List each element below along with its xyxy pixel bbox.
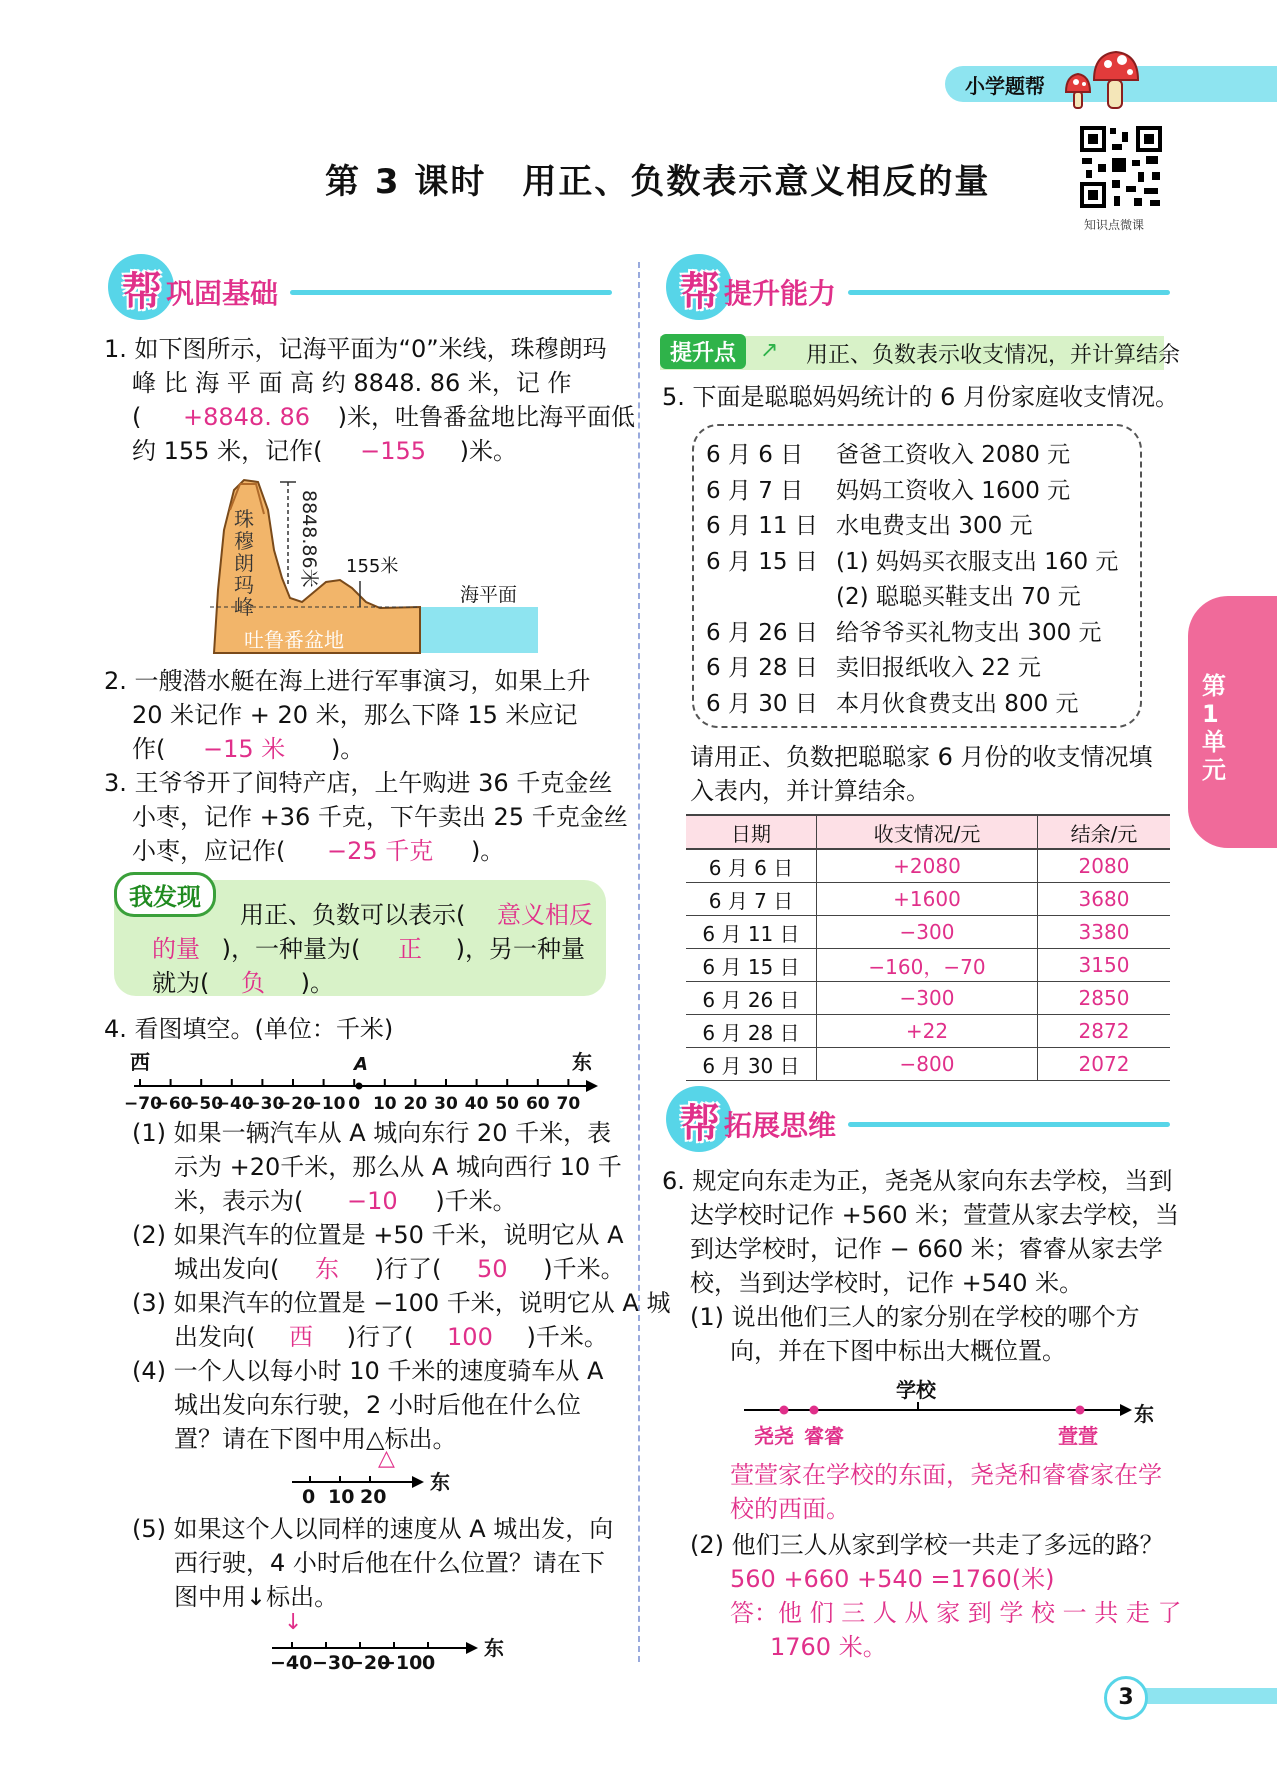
ledger-date: 6 月 28 日 xyxy=(706,655,818,681)
q6-l3: 到达学校时，记作 − 660 米；睿睿从家去学 xyxy=(690,1235,1163,1263)
th-date: 日期 xyxy=(686,815,817,849)
cell-amount[interactable]: −300 xyxy=(817,982,1038,1015)
fig-sea-label: 海平面 xyxy=(460,584,518,606)
q4-west: 西 xyxy=(130,1050,150,1074)
fig-height-label: 8848.86米 xyxy=(298,490,320,588)
q1-line3-rest: )米，吐鲁番盆地比海平面低 xyxy=(337,403,636,431)
q6-p2-l1: (2) 他们三人从家到学校一共走了多远的路？ xyxy=(690,1531,1164,1559)
q4-p2-l2 xyxy=(174,1252,625,1286)
cell-date: 6 月 15 日 xyxy=(686,949,817,982)
q6-answer-1a[interactable]: 萱萱家在学校的东面，尧尧和睿睿家在学 xyxy=(730,1461,1162,1489)
q4-answer-1[interactable]: −10 xyxy=(347,1187,398,1215)
th-balance: 结余/元 xyxy=(1038,815,1171,849)
q4-p4-l1: (4) 一个人以每小时 10 千米的速度骑车从 A xyxy=(132,1357,604,1385)
cell-date: 6 月 28 日 xyxy=(686,1015,817,1048)
q3-answer[interactable]: −25 千克 xyxy=(327,837,434,865)
ledger-date: 6 月 7 日 xyxy=(706,477,804,504)
q4-tick-label: −20 xyxy=(277,1094,315,1114)
fig-basin-label: 吐鲁番盆地 xyxy=(244,628,344,652)
q4-tick-label: −10 xyxy=(307,1094,346,1114)
section-title: 提升能力 xyxy=(724,277,837,310)
q6-number-line xyxy=(742,1400,1132,1420)
q4-point-a: A xyxy=(354,1054,368,1075)
cell-balance[interactable]: 3680 xyxy=(1038,883,1171,916)
q6-l1: 6. 规定向东走为正，尧尧从家向东去学校，当到 xyxy=(662,1167,1173,1195)
q4-tick-label: 10 xyxy=(372,1094,397,1114)
p4-tick-0: 0 xyxy=(302,1486,316,1508)
ledger-date: 6 月 30 日 xyxy=(706,690,818,717)
q4-tick-label: −60 xyxy=(154,1094,193,1114)
q6-answer-1b[interactable]: 校的西面。 xyxy=(730,1495,850,1523)
q5-ask-2: 入表内，并计算结余。 xyxy=(690,777,930,805)
q4-tick-label: 70 xyxy=(556,1094,581,1114)
table-header-row xyxy=(686,815,1170,849)
q2-line2: 20 米记作 + 20 米，那么下降 15 米应记 xyxy=(132,701,578,729)
cell-date: 6 月 11 日 xyxy=(686,916,817,949)
q4-tick-label: −70 xyxy=(124,1094,162,1114)
q4-p5-l3: 图中用↓标出。 xyxy=(174,1583,339,1611)
q4-stem: 4. 看图填空。(单位：千米) xyxy=(104,1015,394,1043)
paren-open: ( xyxy=(132,403,142,431)
cell-amount[interactable]: +1600 xyxy=(817,883,1038,916)
q4-p2-l2-a: 城出发向( xyxy=(174,1255,280,1283)
p4-tick-10: 10 xyxy=(328,1486,355,1508)
q4-p3-l1: (3) 如果汽车的位置是 −100 千米，说明它从 A 城 xyxy=(132,1289,671,1317)
ledger-item: 给爷爷买礼物支出 300 元 xyxy=(836,619,1102,646)
q3-line3 xyxy=(132,834,504,868)
q6-east: 东 xyxy=(1134,1402,1154,1426)
fig-peak-label: 珠穆朗玛峰 xyxy=(234,507,254,619)
q6-p1-l2: 向，并在下图中标出大概位置。 xyxy=(730,1337,1066,1365)
p5-tick-m30: −30 xyxy=(312,1652,355,1674)
q6-p1-l1: (1) 说出他们三人的家分别在学校的哪个方 xyxy=(690,1303,1140,1331)
cell-date: 6 月 30 日 xyxy=(686,1048,817,1081)
cell-amount[interactable]: −160，−70 xyxy=(817,949,1038,982)
section-bang: 帮 xyxy=(122,269,162,315)
p4-east: 东 xyxy=(430,1470,450,1494)
ledger-box xyxy=(692,424,1142,728)
q6-answer-2c[interactable]: 1760 米。 xyxy=(770,1633,887,1661)
cell-amount[interactable]: −300 xyxy=(817,916,1038,949)
balance-table xyxy=(686,814,1170,1081)
th-amount: 收支情况/元 xyxy=(817,815,1038,849)
p5-tick-0: 0 xyxy=(422,1652,436,1674)
brand-name: 小学题帮 xyxy=(965,74,1045,98)
cell-balance[interactable]: 2080 xyxy=(1038,849,1171,883)
section-title: 巩固基础 xyxy=(166,277,279,310)
qr-code-icon[interactable] xyxy=(1078,124,1164,210)
q4-p5-l1: (5) 如果这个人以同样的速度从 A 城出发，向 xyxy=(132,1515,614,1543)
cell-balance[interactable]: 3150 xyxy=(1038,949,1171,982)
q1-answer-2[interactable]: −155 xyxy=(360,437,426,465)
section-line xyxy=(848,290,1170,295)
q4-p1-l3 xyxy=(174,1184,517,1218)
ledger-date: 6 月 15 日 xyxy=(706,548,818,575)
q4-p1-l3-end: )千米。 xyxy=(435,1187,517,1215)
q4-p2-l2-c: )千米。 xyxy=(543,1255,625,1283)
down-arrow-mark[interactable]: ↓ xyxy=(284,1610,303,1635)
p4-tick-20: 20 xyxy=(360,1486,387,1508)
discover-l2-end: )，另一种量 xyxy=(455,935,586,963)
point-arrow-icon: ↗ xyxy=(760,338,779,363)
fig-depth-label: 155米 xyxy=(346,556,399,577)
cell-balance[interactable]: 3380 xyxy=(1038,916,1171,949)
name-rui[interactable]: 睿睿 xyxy=(804,1424,844,1448)
point-badge: 提升点 xyxy=(660,334,746,369)
q1-line2: 峰 比 海 平 面 高 约 8848. 86 米，记 作 xyxy=(132,369,572,397)
cell-amount[interactable]: +22 xyxy=(817,1015,1038,1048)
mushroom-icon xyxy=(1060,44,1140,114)
discover-l1-text: 用正、负数可以表示( xyxy=(240,901,466,929)
q4-p5-l2: 西行驶，4 小时后他在什么位置？请在下 xyxy=(174,1549,605,1577)
discover-answer-1b[interactable]: 的量 xyxy=(152,935,200,963)
table-row xyxy=(686,916,1170,949)
q4-tick-label: −30 xyxy=(246,1094,285,1114)
q6-l2: 达学校时记作 +560 米；萱萱从家去学校，当 xyxy=(690,1201,1180,1229)
q5-ask-1: 请用正、负数把聪聪家 6 月份的收支情况填 xyxy=(690,743,1153,771)
q4-p1-l3-start: 米，表示为( xyxy=(174,1187,304,1215)
q4-p1-l2: 示为 +20千米，那么从 A 城向西行 10 千 xyxy=(174,1153,622,1181)
discover-l3-end: )。 xyxy=(300,969,335,997)
table-row xyxy=(686,849,1170,883)
q1-line4-start: 约 155 米，记作( xyxy=(132,437,323,465)
q1-line4 xyxy=(132,434,517,468)
q6-answer-2b[interactable]: 答：他 们 三 人 从 家 到 学 校 一 共 走 了 xyxy=(730,1599,1182,1627)
discover-answer-2[interactable]: 正 xyxy=(398,935,423,963)
section-title: 拓展思维 xyxy=(724,1109,837,1142)
q4-tick-label: −50 xyxy=(185,1094,224,1114)
ledger-item: (1) 妈妈买衣服支出 160 元 xyxy=(836,548,1119,575)
q4-tick-label: 30 xyxy=(434,1094,458,1114)
ledger-item: 妈妈工资收入 1600 元 xyxy=(836,477,1071,504)
column-divider xyxy=(638,262,640,1662)
ledger-date: 6 月 6 日 xyxy=(706,442,804,468)
cell-balance[interactable]: 2872 xyxy=(1038,1015,1171,1048)
cell-date: 6 月 7 日 xyxy=(686,883,817,916)
table-row xyxy=(686,982,1170,1015)
qr-caption: 知识点微课 xyxy=(1084,218,1145,232)
section-extend xyxy=(666,1086,1171,1156)
cell-date: 6 月 6 日 xyxy=(686,849,817,883)
ledger-date: 6 月 26 日 xyxy=(706,619,818,646)
q4-p1-l1: (1) 如果一辆汽车从 A 城向东行 20 千米，表 xyxy=(132,1119,612,1147)
q4-p3-l2-c: )千米。 xyxy=(526,1323,608,1351)
q1-answer-1[interactable]: +8848. 86 xyxy=(183,403,310,431)
section-basic xyxy=(108,254,613,324)
ledger-item: 本月伙食费支出 800 元 xyxy=(836,690,1079,717)
name-yao[interactable]: 尧尧 xyxy=(754,1424,794,1448)
q4-tick-label: 40 xyxy=(464,1094,489,1114)
cell-balance[interactable]: 2850 xyxy=(1038,982,1171,1015)
discover-l3-text: 就为( xyxy=(152,969,210,997)
ledger-item: 爸爸工资收入 2080 元 xyxy=(836,442,1071,468)
ledger-item: 水电费支出 300 元 xyxy=(836,513,1033,539)
p5-tick-m10: −10 xyxy=(380,1652,423,1674)
q4-p4-l2: 城出发向东行驶，2 小时后他在什么位 xyxy=(174,1391,581,1419)
q4-east: 东 xyxy=(572,1050,592,1074)
table-row xyxy=(686,949,1170,982)
cell-date: 6 月 26 日 xyxy=(686,982,817,1015)
discover-answer-1[interactable]: 意义相反 xyxy=(497,901,594,929)
school-label: 学校 xyxy=(896,1378,936,1402)
q2-answer[interactable]: −15 米 xyxy=(203,735,286,763)
q4-p3-l2-a: 出发向( xyxy=(174,1323,256,1351)
page-number: 3 xyxy=(1104,1676,1148,1720)
unit-side-tab-label: 第1单元 xyxy=(1202,672,1226,784)
q6-l4: 校，当到达学校时，记作 +540 米。 xyxy=(690,1269,1084,1297)
q6-answer-2a[interactable]: 560 +660 +540 =1760(米) xyxy=(730,1565,1055,1593)
q2-line3 xyxy=(132,732,364,766)
q4-tick-label: 20 xyxy=(403,1094,428,1114)
discover-line3 xyxy=(152,966,334,1000)
point-text: 用正、负数表示收支情况，并计算结余 xyxy=(806,343,1181,368)
p5-tick-m40: −40 xyxy=(270,1652,313,1674)
discover-l2-text: )，一种量为( xyxy=(221,935,361,963)
cell-amount[interactable]: +2080 xyxy=(817,849,1038,883)
q4-tick-label: 60 xyxy=(525,1094,550,1114)
q4-answer-2b[interactable]: 50 xyxy=(477,1255,508,1283)
q1-line3 xyxy=(132,400,635,434)
cell-balance[interactable]: 2072 xyxy=(1038,1048,1171,1081)
p5-east: 东 xyxy=(484,1636,504,1660)
q5-stem: 5. 下面是聪聪妈妈统计的 6 月份家庭收支情况。 xyxy=(662,383,1180,411)
q3-line2: 小枣，记作 +36 千克，下午卖出 25 千克金丝 xyxy=(132,803,628,831)
section-improve xyxy=(666,254,1171,324)
section-line xyxy=(290,290,612,295)
q3-line1: 3. 王爷爷开了间特产店，上午购进 36 千克金丝 xyxy=(104,769,613,797)
discover-answer-3[interactable]: 负 xyxy=(241,969,266,997)
ledger-date: 6 月 11 日 xyxy=(706,513,818,539)
section-bang: 帮 xyxy=(680,269,720,315)
q1-line4-end: )米。 xyxy=(459,437,518,465)
q2-line3-end: )。 xyxy=(330,735,365,763)
ledger-item: 卖旧报纸收入 22 元 xyxy=(836,655,1041,681)
table-row xyxy=(686,883,1170,916)
p5-tick-m20: −20 xyxy=(348,1652,391,1674)
table-row xyxy=(686,1015,1170,1048)
triangle-mark[interactable]: △ xyxy=(378,1446,395,1471)
section-bang: 帮 xyxy=(680,1101,720,1147)
q4-tick-label: 50 xyxy=(495,1094,520,1114)
q3-line3-start: 小枣，应记作( xyxy=(132,837,286,865)
q4-p3-l2 xyxy=(174,1320,608,1354)
q3-line3-end: )。 xyxy=(470,837,505,865)
section-line xyxy=(848,1122,1170,1127)
name-xuan[interactable]: 萱萱 xyxy=(1058,1424,1098,1448)
q4-p4-l3: 置？请在下图中用△标出。 xyxy=(174,1425,457,1453)
q4-answer-3b[interactable]: 100 xyxy=(447,1323,493,1351)
ledger-item: (2) 聪聪买鞋支出 70 元 xyxy=(836,584,1081,610)
cell-amount[interactable]: −800 xyxy=(817,1048,1038,1081)
discover-line2 xyxy=(152,932,585,966)
q2-line3-start: 作( xyxy=(132,735,166,763)
q4-answer-3a[interactable]: 西 xyxy=(289,1323,314,1351)
q2-line1: 2. 一艘潜水艇在海上进行军事演习，如果上升 xyxy=(104,667,591,695)
q4-answer-2a[interactable]: 东 xyxy=(315,1255,340,1283)
q4-tick-label: −40 xyxy=(215,1094,254,1114)
q1-line1: 1. 如下图所示，记海平面为“0”米线，珠穆朗玛 xyxy=(104,335,607,363)
q4-tick-label: 0 xyxy=(348,1094,361,1114)
q4-p3-l2-b: )行了( xyxy=(346,1323,414,1351)
discover-line1 xyxy=(240,898,593,932)
table-row xyxy=(686,1048,1170,1081)
q4-p2-l1: (2) 如果汽车的位置是 +50 千米，说明它从 A xyxy=(132,1221,624,1249)
q4-p2-l2-b: )行了( xyxy=(374,1255,442,1283)
discover-badge: 我发现 xyxy=(114,872,216,917)
page-title: 第 3 课时 用正、负数表示意义相反的量 xyxy=(325,162,991,202)
